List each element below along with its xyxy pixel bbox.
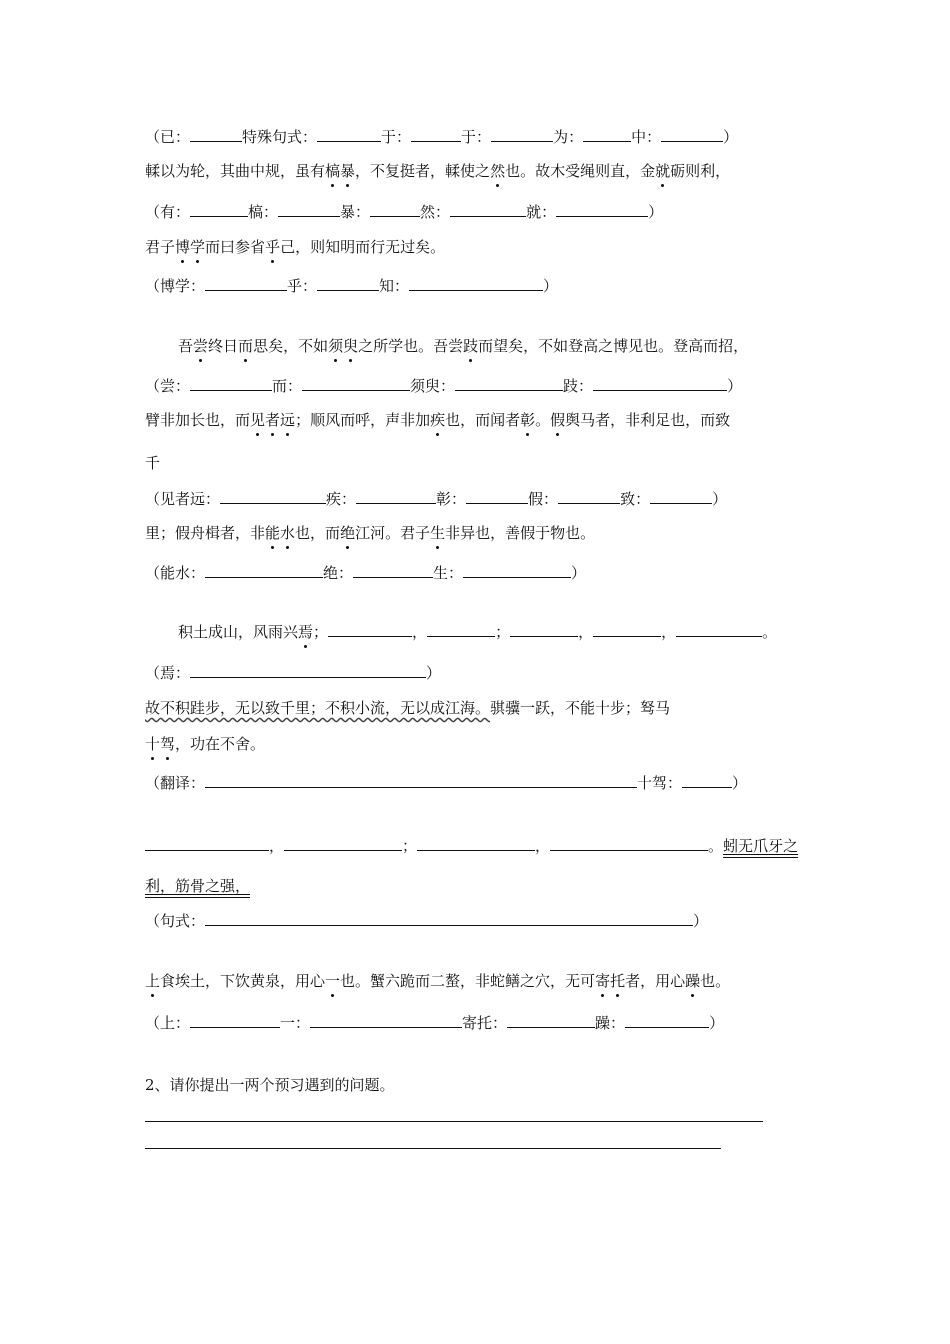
blank-row-7: （焉： ）	[145, 664, 442, 682]
answer-line[interactable]	[145, 1148, 721, 1149]
answer-blank[interactable]	[556, 202, 648, 217]
answer-blank[interactable]	[370, 202, 420, 217]
answer-line[interactable]	[145, 1121, 763, 1122]
text-line-7b: 十驾，功在不舍。	[145, 735, 266, 753]
answer-blank[interactable]	[625, 1013, 709, 1028]
answer-blank[interactable]	[284, 836, 402, 851]
answer-blank[interactable]	[317, 276, 379, 291]
text-line-1: 輮以为轮，其曲中规，虽有槁暴，不复挺者，輮使之然也。故木受绳则直，金就砺则利，	[145, 162, 731, 180]
answer-blank[interactable]	[409, 276, 543, 291]
answer-blank[interactable]	[302, 376, 410, 391]
blank-row-6: （能水： 绝： 生： ）	[145, 564, 587, 582]
answer-blank[interactable]	[550, 836, 708, 851]
text-line-3: 吾尝终日而思矣，不如须臾之所学也。吾尝跂而望矣，不如登高之博见也。登高而招，	[178, 337, 749, 355]
answer-blank[interactable]	[558, 489, 620, 504]
answer-blank[interactable]	[427, 622, 495, 637]
answer-blank[interactable]	[190, 202, 248, 217]
answer-blank[interactable]	[583, 127, 631, 142]
answer-blank[interactable]	[466, 489, 528, 504]
answer-blank[interactable]	[190, 127, 242, 142]
answer-blank[interactable]	[450, 202, 526, 217]
text-line-2: 君子博学而曰参省乎己，则知明而行无过矣。	[145, 238, 446, 256]
answer-blank[interactable]	[463, 563, 571, 578]
blank-row-1: （已： 特殊句式： 于： 于： 为： 中： ）	[145, 128, 739, 146]
answer-blank[interactable]	[455, 376, 563, 391]
answer-blank[interactable]	[205, 276, 287, 291]
blank-row-8: （翻译： 十驾： ）	[145, 774, 748, 792]
answer-blank[interactable]	[507, 1013, 595, 1028]
text-line-7: 故不积跬步，无以致千里；不积小流，无以成江海。骐骥一跃，不能十步；驽马	[145, 699, 671, 717]
text-line-4b: 千	[145, 454, 161, 472]
blank-row-10: （上： 一： 寄托： 躁： ）	[145, 1014, 725, 1032]
blank-row-5: （见者远： 疾： 彰： 假： 致： ）	[145, 490, 728, 508]
answer-blank[interactable]	[661, 127, 723, 142]
answer-blank[interactable]	[317, 127, 381, 142]
text-line-6: 积土成山，风雨兴焉； ， ； ， ， 。	[178, 623, 778, 641]
text-line-9: 上食埃土，下饮黄泉，用心一也。蟹六跪而二螯，非蛇鳝之穴，无可寄托者，用心躁也。	[145, 972, 731, 990]
text-line-8b: 利，筋骨之强，	[145, 877, 251, 895]
blank-row-9: （句式： ）	[145, 912, 709, 930]
text-line-8: ， ； ， 。蚓无爪牙之	[145, 835, 798, 857]
blank-row-4: （尝： 而： 须臾： 跂： ）	[145, 377, 743, 395]
answer-blank[interactable]	[205, 563, 323, 578]
answer-blank[interactable]	[278, 202, 340, 217]
answer-blank[interactable]	[205, 911, 693, 926]
answer-blank[interactable]	[411, 127, 461, 142]
question-2-heading: 2、请你提出一两个预习遇到的问题。	[145, 1076, 395, 1094]
blank-row-2: （有： 槁： 暴： 然： 就： ）	[145, 203, 664, 221]
answer-blank[interactable]	[190, 663, 426, 678]
blank-row-3: （博学： 乎： 知： ）	[145, 277, 559, 295]
answer-blank[interactable]	[593, 622, 661, 637]
answer-blank[interactable]	[676, 622, 762, 637]
answer-blank[interactable]	[417, 836, 535, 851]
answer-blank[interactable]	[510, 622, 578, 637]
text-line-5: 里；假舟楫者，非能水也，而绝江河。君子生非异也，善假于物也。	[145, 524, 596, 542]
answer-blank[interactable]	[328, 622, 412, 637]
answer-blank[interactable]	[650, 489, 712, 504]
answer-blank[interactable]	[205, 773, 637, 788]
answer-blank[interactable]	[353, 563, 433, 578]
answer-blank[interactable]	[190, 1013, 280, 1028]
text-line-4: 臂非加长也，而见者远；顺风而呼，声非加疾也，而闻者彰。假舆马者，非利足也，而致	[145, 411, 731, 429]
answer-blank[interactable]	[145, 836, 269, 851]
answer-blank[interactable]	[491, 127, 553, 142]
answer-blank[interactable]	[682, 773, 732, 788]
answer-blank[interactable]	[593, 376, 727, 391]
answer-blank[interactable]	[220, 489, 326, 504]
answer-blank[interactable]	[190, 376, 272, 391]
answer-blank[interactable]	[356, 489, 436, 504]
answer-blank[interactable]	[310, 1013, 462, 1028]
